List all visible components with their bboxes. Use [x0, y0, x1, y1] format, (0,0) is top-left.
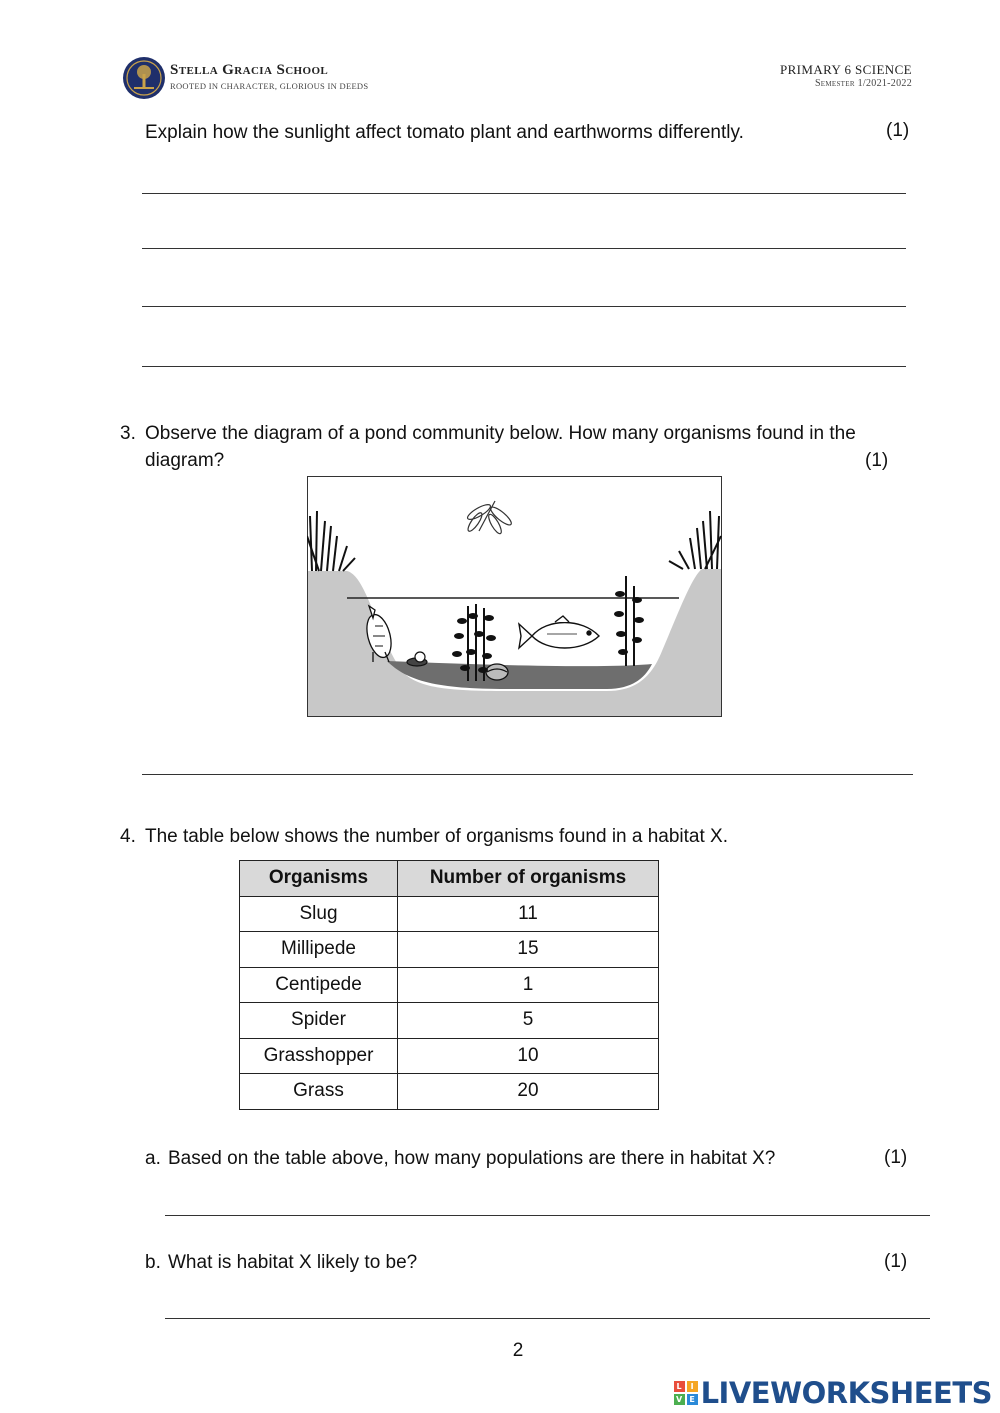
table-cell: 11 — [398, 896, 659, 932]
liveworksheets-tiles — [674, 1381, 698, 1405]
liveworksheets-wordmark: LIVEWORKSHEETS — [700, 1376, 992, 1410]
question-3-text-line1: Observe the diagram of a pond community below. How many organisms found in the — [145, 423, 856, 444]
table-row — [240, 1038, 659, 1074]
liveworksheets-logo[interactable] — [674, 1376, 992, 1410]
table-header-cell: Number of organisms — [398, 861, 659, 897]
answer-line[interactable] — [142, 306, 906, 307]
table-cell: 1 — [398, 967, 659, 1003]
question-3-number: 3. — [120, 423, 136, 444]
school-logo — [122, 56, 166, 100]
question-4a-text: Based on the table above, how many populations are there in habitat X? — [168, 1148, 776, 1169]
table-cell: 10 — [398, 1038, 659, 1074]
answer-line[interactable] — [142, 774, 913, 775]
organisms-table — [239, 860, 659, 1110]
logo-tile: L — [674, 1381, 685, 1392]
table-cell: Slug — [240, 896, 398, 932]
table-header-cell: Organisms — [240, 861, 398, 897]
answer-line[interactable] — [142, 193, 906, 194]
marks-question-4a: (1) — [884, 1147, 908, 1168]
clam — [486, 664, 508, 680]
table-row — [240, 1074, 659, 1110]
table-row — [240, 1003, 659, 1039]
table-cell: Spider — [240, 1003, 398, 1039]
table-cell: 5 — [398, 1003, 659, 1039]
subject-title: PRIMARY 6 SCIENCE — [779, 62, 912, 77]
table-cell: 20 — [398, 1074, 659, 1110]
school-name: Stella Gracia School — [170, 62, 329, 78]
table-row — [240, 932, 659, 968]
logo-tile: V — [674, 1394, 685, 1405]
logo-tile: E — [687, 1394, 698, 1405]
question-4-number: 4. — [120, 826, 136, 847]
question-sunlight: Explain how the sunlight affect tomato plant and earthworms differently. — [145, 122, 744, 143]
question-4b-label: b. — [145, 1252, 161, 1273]
answer-line[interactable] — [165, 1215, 930, 1216]
page-number: 2 — [512, 1340, 524, 1361]
answer-line[interactable] — [142, 248, 906, 249]
semester-label: Semester 1/2021-2022 — [814, 78, 912, 89]
answer-line[interactable] — [142, 366, 906, 367]
table-cell: Grasshopper — [240, 1038, 398, 1074]
answer-line[interactable] — [165, 1318, 930, 1319]
logo-tile: I — [687, 1381, 698, 1392]
table-row — [240, 896, 659, 932]
question-4b-text: What is habitat X likely to be? — [168, 1252, 418, 1273]
marks-question-4b: (1) — [884, 1251, 908, 1272]
table-cell: Millipede — [240, 932, 398, 968]
table-cell: Grass — [240, 1074, 398, 1110]
question-3-text-line2: diagram? — [145, 450, 225, 471]
school-motto: ROOTED IN CHARACTER, GLORIOUS IN DEEDS — [170, 81, 369, 91]
table-cell: Centipede — [240, 967, 398, 1003]
marks-question-3: (1) — [865, 450, 889, 471]
question-4-text: The table below shows the number of organisms found in a habitat X. — [145, 826, 729, 847]
table-cell: 15 — [398, 932, 659, 968]
table-header-row — [240, 861, 659, 897]
table-row — [240, 967, 659, 1003]
pond-community-diagram — [307, 476, 722, 717]
marks-sunlight: (1) — [886, 120, 910, 141]
question-4a-label: a. — [145, 1148, 161, 1169]
